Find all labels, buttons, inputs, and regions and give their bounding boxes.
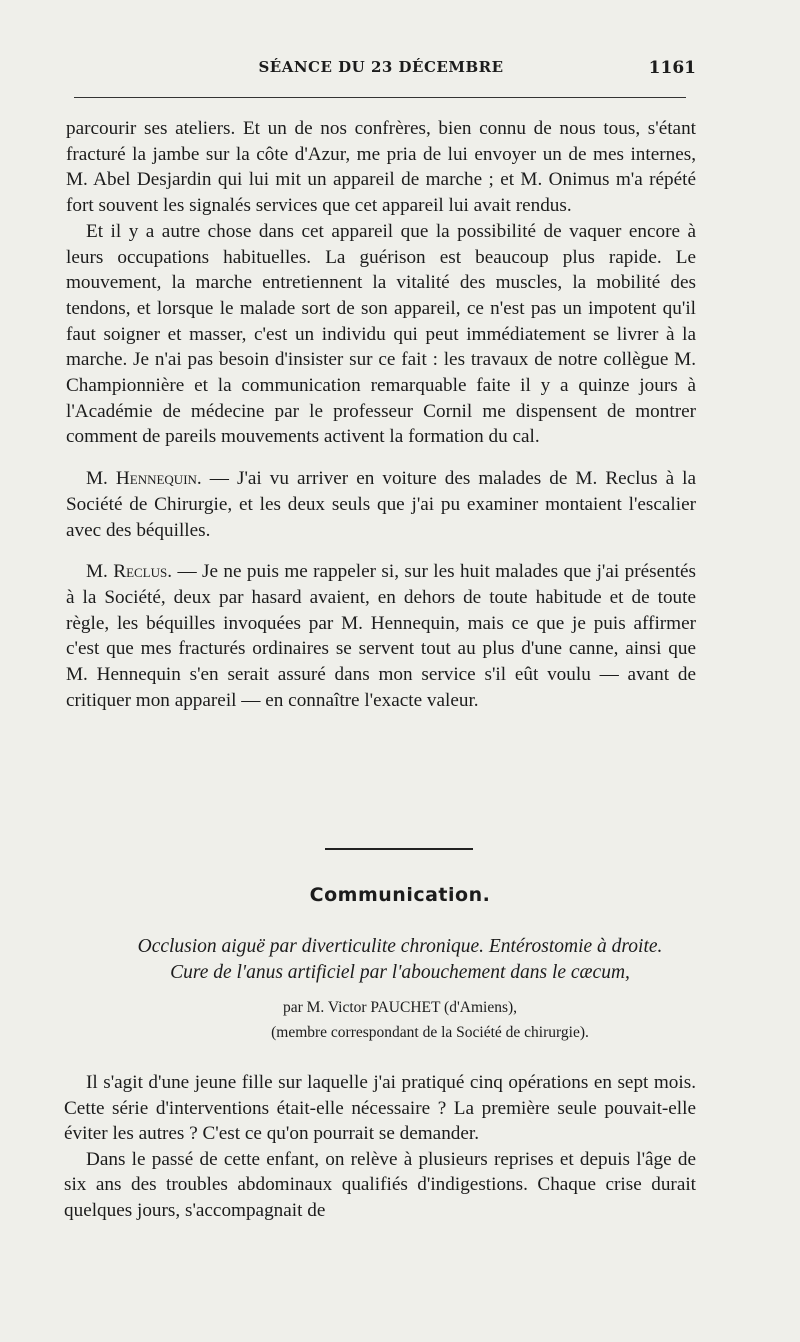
author-affiliation: (membre correspondant de la Société de chirurgie).: [271, 1024, 589, 1041]
running-header: [66, 58, 696, 88]
paragraph: parcourir ses ateliers. Et un de nos confrères, bien connu de nous tous, s'étant fracturé la jambe sur la côte d'Azur, me pria de lui envoyer un de mes internes, M. Abel Desjardin qui lui mit un appareil de marche ; et M. Onimus m'a répété fort souvent les signalés services que cet appareil lui avait rendus.: [66, 118, 696, 217]
speech-reclus: [66, 559, 696, 713]
article-body: [64, 1070, 696, 1223]
article-title-line: Cure de l'anus artificiel par l'abouchement dans le cæcum,: [170, 962, 630, 983]
speaker-prefix: M.: [86, 468, 108, 490]
section-title: Communication.: [309, 884, 491, 906]
speaker-name: Reclus.: [113, 561, 173, 583]
article-title: [60, 934, 740, 986]
speech-text: — J'ai vu arriver en voiture des malades de M. Reclus à la Société de Chirurgie, et les deux seuls que j'ai pu examiner montaient l'escalier avec des béquilles.: [66, 468, 697, 541]
speaker-name: Hennequin.: [115, 468, 202, 490]
speech-hennequin: [66, 466, 696, 543]
speech-text: — Je ne puis me rappeler si, sur les huit malades que j'ai présentés à la Société, deux par hasard avaient, en dehors de toute habitude et de toute règle, les béquilles invoquées par M. Hennequin, mais ce que je puis affirmer c'est que mes fracturés ordinaires se servent tout au plus d'une canne, ainsi que M. Hennequin s'en serait assuré dans mon service s'il eût voulu — avant de critiquer mon appareil — en connaître l'exacte valeur.: [66, 561, 697, 711]
main-text: [66, 116, 696, 713]
header-rule: [74, 97, 686, 98]
author-line: par M. Victor PAUCHET (d'Amiens),: [282, 999, 518, 1016]
page-number: 1161: [648, 58, 696, 78]
paragraph: Il s'agit d'une jeune fille sur laquelle j'ai pratiqué cinq opérations en sept mois. Cette série d'interventions était-elle nécessaire ? La première seule pouvait-elle éviter les autres ? C'est ce qu'on pourrait se demander.: [64, 1072, 696, 1144]
header-title: SÉANCE DU 23 DÉCEMBRE: [258, 58, 504, 76]
section-separator: [325, 848, 473, 850]
speaker-prefix: M.: [86, 561, 108, 583]
paragraph: Dans le passé de cette enfant, on relève à plusieurs reprises et depuis l'âge de six ans des troubles abdominaux qualifiés d'indigestions. Chaque crise durait quelques jours, s'accompagnait de: [64, 1148, 696, 1221]
author-block: [0, 995, 800, 1045]
article-title-line: Occlusion aiguë par diverticulite chronique. Entérostomie à droite.: [137, 936, 663, 957]
paragraph: Et il y a autre chose dans cet appareil que la possibilité de vaquer encore à leurs occupations habituelles. La guérison est beaucoup plus rapide. Le mouvement, la marche entretiennent la vitalité des muscles, la mobilité des tendons, et lorsque le malade sort de son appareil, ce n'est pas un impotent qu'il faut soigner et masser, c'est un individu qui peut immédiatement se livrer à la marche. Je n'ai pas besoin d'insister sur ce fait : les travaux de notre collègue M. Championnière et la communication remarquable faite il y a quinze jours à l'Académie de médecine par le professeur Cornil me dispensent de montrer comment de pareils mouvements activent la formation du cal.: [66, 220, 696, 448]
